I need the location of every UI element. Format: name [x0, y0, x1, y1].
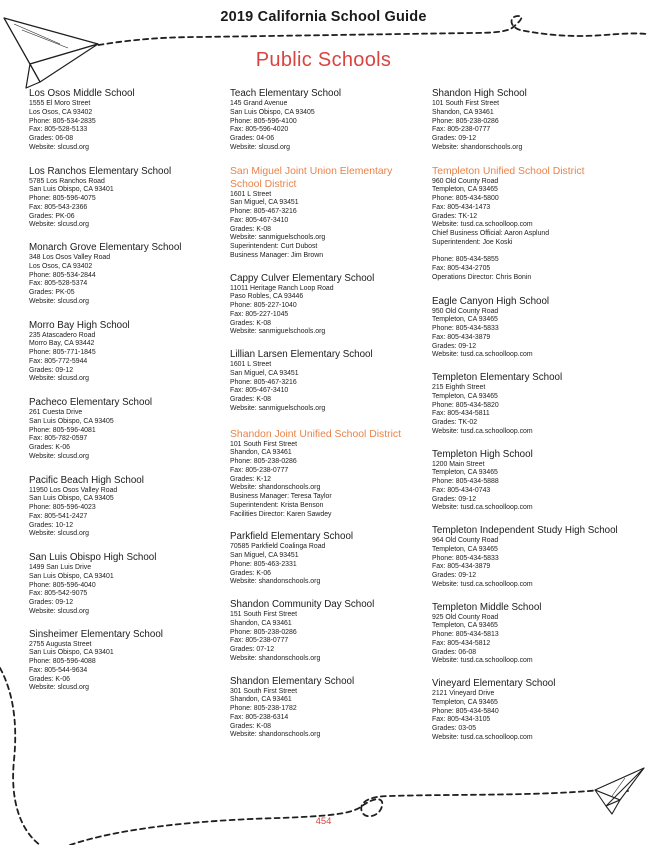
- phone-line: Phone: 805-596-4100: [230, 117, 297, 125]
- website-line: Website: shandonschools.org: [230, 578, 321, 586]
- school-name: Morro Bay High School: [29, 319, 130, 331]
- address-line: 1555 El Moro Street: [29, 100, 91, 107]
- fax-line: Fax: 805-543-2366: [29, 203, 88, 211]
- detail-line: Shandon, CA 93461: [432, 108, 494, 116]
- phone-line: Phone: 805-771-1845: [29, 349, 96, 356]
- phone-line: Phone: 805-434-5888: [432, 478, 499, 485]
- website-line: Website: tusd.ca.schoolloop.com: [432, 733, 533, 741]
- phone-line: Phone: 805-434-5800: [432, 195, 499, 202]
- address-line: 151 South First Street: [230, 611, 298, 618]
- grades-line: Grades: K-06: [29, 444, 70, 451]
- address-line: 950 Old County Road: [432, 307, 499, 315]
- detail-line: San Luis Obispo, CA 93401: [29, 649, 114, 657]
- address-line: 925 Old County Road: [432, 613, 499, 621]
- detail-line: Los Osos, CA 93402: [29, 262, 93, 270]
- phone-line: Phone: 805-463-2331: [230, 560, 297, 568]
- school-name: Templeton Middle School: [432, 601, 542, 613]
- phone-line: Phone: 805-434-5820: [432, 401, 499, 409]
- phone-line: Phone: 805-534-2844: [29, 271, 96, 279]
- fax-line: Fax: 805-238-0777: [230, 466, 289, 474]
- school-name: Lillian Larsen Elementary School: [230, 349, 373, 360]
- website-line: Website: slcusd.org: [29, 530, 90, 538]
- phone-line: Phone: 805-467-3216: [230, 208, 297, 215]
- school-name: Shandon Community Day School: [230, 599, 375, 610]
- fax-line: Fax: 805-238-6314: [230, 713, 289, 721]
- website-line: Website: slcusd.org: [29, 684, 90, 692]
- website-line: Website: tusd.ca.schoolloop.com: [432, 657, 533, 665]
- school-name: Teach Elementary School: [230, 88, 342, 99]
- website-line: Website: slcusd.org: [29, 452, 90, 460]
- grades-line: Grades: 09-12: [432, 572, 477, 579]
- address-line: 11950 Los Osos Valley Road: [29, 486, 118, 494]
- detail-line: San Luis Obispo, CA 93401: [29, 572, 114, 580]
- detail-line: Superintendent: Krista Benson: [230, 501, 324, 509]
- address-line: 101 South First Street: [230, 440, 298, 448]
- fax-line: Fax: 805-434-3879: [432, 333, 491, 341]
- grades-line: Grades: 09-12: [432, 135, 477, 142]
- phone-line: Phone: 805-238-0286: [432, 117, 499, 125]
- district-name: San Miguel Joint Union Elementary School District: [230, 165, 393, 190]
- school-name: Shandon High School: [432, 88, 527, 99]
- grades-line: Grades: PK-06: [29, 212, 75, 220]
- fax-line: Fax: 805-467-3410: [230, 387, 289, 395]
- website-line: Website: tusd.ca.schoolloop.com: [432, 580, 533, 588]
- website-line: Website: sanmiguelschools.org: [230, 404, 326, 412]
- grades-line: Grades: 06-08: [432, 648, 477, 656]
- fax-line: Fax: 805-528-5133: [29, 126, 88, 134]
- school-entry: [29, 166, 219, 231]
- fax-line: Fax: 805-541-2427: [29, 512, 88, 520]
- school-name: Sinsheimer Elementary School: [29, 628, 163, 640]
- website-line: Website: slcusd.org: [29, 375, 90, 383]
- fax-line: Fax: 805-434-2705: [432, 265, 491, 272]
- phone-line: Phone: 805-238-1782: [230, 705, 297, 712]
- school-entry: [29, 320, 219, 385]
- grades-line: Grades: K-06: [29, 675, 70, 683]
- website-line: Website: slcusd.org: [29, 297, 90, 305]
- grades-line: Grades: 09-12: [432, 495, 477, 503]
- detail-line: Chief Business Official: Aaron Asplund: [432, 230, 550, 237]
- website-line: Website: shandonschools.org: [230, 654, 321, 662]
- school-entry: [432, 525, 624, 590]
- website-line: Website: tusd.ca.schoolloop.com: [432, 504, 533, 512]
- grades-line: Grades: 09-12: [432, 342, 477, 350]
- grades-line: Grades: 03-05: [432, 725, 477, 732]
- detail-line: Superintendent: Curt Dubost: [230, 243, 318, 250]
- fax-line: Fax: 805-772-5944: [29, 357, 88, 365]
- website-line: Website: slcusd.org: [29, 607, 90, 615]
- grades-line: Grades: K-08: [230, 396, 271, 403]
- school-entry: [432, 602, 624, 667]
- directory-column-3: [432, 88, 624, 743]
- school-name: Shandon Elementary School: [230, 675, 355, 687]
- school-name: Parkfield Elementary School: [230, 531, 354, 543]
- detail-line: San Luis Obispo, CA 93405: [29, 495, 114, 503]
- phone-line: Phone: 805-434-5833: [432, 554, 499, 562]
- grades-line: Grades: K-06: [230, 569, 271, 577]
- address-line: 70585 Parkfield Coalinga Road: [230, 543, 326, 551]
- school-entry: [432, 296, 624, 361]
- address-line: 960 Old County Road: [432, 177, 499, 185]
- fax-line: Fax: 805-434-5812: [432, 639, 491, 647]
- phone-line: Phone: 805-596-4088: [29, 658, 96, 665]
- detail-line: San Miguel, CA 93451: [230, 369, 299, 377]
- phone-line: Phone: 805-596-4075: [29, 195, 96, 202]
- grades-line: Grades: TK-02: [432, 419, 478, 426]
- school-name: Monarch Grove Elementary School: [29, 242, 182, 253]
- detail-line: Superintendent: Joe Koski: [432, 238, 513, 246]
- school-name: Templeton Elementary School: [432, 372, 563, 383]
- directory-column-2: [230, 88, 426, 740]
- school-entry: [29, 552, 219, 617]
- detail-line: Paso Robles, CA 93446: [230, 293, 304, 301]
- grades-line: Grades: K-08: [230, 225, 271, 233]
- detail-line: San Miguel, CA 93451: [230, 199, 299, 207]
- page-number: 454: [315, 816, 332, 827]
- address-line: 1601 L Street: [230, 361, 272, 368]
- website-line: Website: slcusd.org: [29, 221, 90, 229]
- district-name: Templeton Unified School District: [432, 165, 585, 177]
- grades-line: Grades: TK-12: [432, 212, 478, 220]
- detail-line: Shandon, CA 93461: [230, 696, 292, 704]
- address-line: 11011 Heritage Ranch Loop Road: [230, 284, 334, 292]
- detail-line: Templeton, CA 93465: [432, 316, 498, 324]
- grades-line: Grades: PK-05: [29, 289, 75, 296]
- phone-line: Phone: 805-238-0286: [230, 628, 297, 636]
- guide-title: 2019 California School Guide: [220, 9, 427, 25]
- fax-line: Fax: 805-434-0743: [432, 486, 491, 494]
- fax-line: Fax: 805-528-5374: [29, 280, 88, 288]
- phone-line: Phone: 805-434-5855: [432, 256, 499, 264]
- school-name: Eagle Canyon High School: [432, 295, 550, 307]
- school-name: Los Osos Middle School: [29, 88, 135, 99]
- address-line: 145 Grand Avenue: [230, 100, 288, 107]
- grades-line: Grades: K-08: [230, 319, 271, 327]
- fax-line: Fax: 805-596-4020: [230, 126, 289, 134]
- detail-line: Los Osos, CA 93402: [29, 108, 93, 116]
- school-entry: [29, 242, 219, 307]
- address-line: 1200 Main Street: [432, 460, 485, 468]
- fax-line: Fax: 805-467-3410: [230, 216, 289, 224]
- website-line: Website: slcusd.org: [29, 143, 90, 151]
- detail-line: Morro Bay, CA 93442: [29, 340, 95, 348]
- fax-line: Fax: 805-227-1045: [230, 310, 289, 318]
- fax-line: Fax: 805-434-1473: [432, 203, 491, 211]
- school-entry: [432, 372, 624, 437]
- directory-column-1: [29, 88, 219, 693]
- grades-line: Grades: 06-08: [29, 135, 74, 142]
- grades-line: Grades: K-08: [230, 722, 271, 730]
- phone-line: Phone: 805-434-5840: [432, 707, 499, 715]
- detail-line: San Miguel, CA 93451: [230, 552, 299, 559]
- school-name: Los Ranchos Elementary School: [29, 165, 172, 177]
- school-entry: [29, 629, 219, 694]
- school-entry: [230, 273, 426, 338]
- phone-line: Phone: 805-534-2835: [29, 117, 96, 125]
- address-line: 964 Old County Road: [432, 537, 499, 544]
- detail-line: Business Manager: Jim Brown: [230, 251, 324, 259]
- detail-line: Templeton, CA 93465: [432, 392, 498, 400]
- spacer-line: [432, 248, 624, 257]
- phone-line: Phone: 805-467-3216: [230, 378, 297, 386]
- address-line: 101 South First Street: [432, 100, 500, 107]
- section-title: Public Schools: [255, 49, 392, 71]
- website-line: Website: tusd.ca.schoolloop.com: [432, 427, 533, 435]
- school-entry: [230, 599, 426, 664]
- address-line: 215 Eighth Street: [432, 384, 486, 391]
- address-line: 2755 Augusta Street: [29, 640, 92, 648]
- fax-line: Fax: 805-782-0597: [29, 435, 88, 443]
- website-line: Website: tusd.ca.schoolloop.com: [432, 351, 533, 359]
- address-line: 1499 San Luis Drive: [29, 564, 92, 571]
- detail-line: Facilities Director: Karen Sawdey: [230, 510, 332, 518]
- website-line: Website: shandonschools.org: [230, 484, 321, 492]
- fax-line: Fax: 805-238-0777: [432, 126, 491, 134]
- address-line: 348 Los Osos Valley Road: [29, 254, 111, 261]
- phone-line: Phone: 805-434-5833: [432, 325, 499, 332]
- fax-line: Fax: 805-238-0777: [230, 637, 289, 645]
- detail-line: Shandon, CA 93461: [230, 449, 292, 457]
- school-entry: [29, 88, 219, 153]
- detail-line: Templeton, CA 93465: [432, 186, 498, 194]
- address-line: 5785 Los Ranchos Road: [29, 177, 105, 185]
- phone-line: Phone: 805-238-0286: [230, 458, 297, 465]
- fax-line: Fax: 805-544-9634: [29, 666, 88, 674]
- school-name: Cappy Culver Elementary School: [230, 272, 375, 284]
- school-entry: [230, 676, 426, 741]
- phone-line: Phone: 805-227-1040: [230, 302, 297, 309]
- school-name: Templeton High School: [432, 448, 533, 460]
- grades-line: Grades: 04-06: [230, 135, 275, 142]
- detail-line: San Luis Obispo, CA 93405: [29, 417, 114, 425]
- school-entry: [29, 475, 219, 540]
- district-entry: [230, 165, 426, 261]
- phone-line: Phone: 805-434-5813: [432, 631, 499, 638]
- detail-line: Templeton, CA 93465: [432, 545, 498, 553]
- website-line: Website: slcusd.org: [230, 143, 291, 151]
- phone-line: Phone: 805-596-4081: [29, 426, 96, 434]
- address-line: 301 South First Street: [230, 687, 298, 695]
- address-line: 235 Atascadero Road: [29, 331, 96, 339]
- school-name: Templeton Independent Study High School: [432, 525, 618, 536]
- detail-line: Operations Director: Chris Bonin: [432, 273, 532, 281]
- school-entry: [230, 531, 426, 587]
- school-entry: [432, 88, 624, 153]
- detail-line: Templeton, CA 93465: [432, 469, 498, 477]
- website-line: Website: shandonschools.org: [230, 731, 321, 739]
- school-entry: [230, 88, 426, 153]
- fax-line: Fax: 805-434-3105: [432, 716, 491, 724]
- school-name: Pacific Beach High School: [29, 474, 144, 486]
- district-name: Shandon Joint Unified School District: [230, 428, 401, 440]
- grades-line: Grades: 09-12: [29, 599, 74, 606]
- school-entry: [432, 449, 624, 514]
- phone-line: Phone: 805-596-4040: [29, 581, 96, 589]
- grades-line: Grades: 09-12: [29, 366, 74, 374]
- district-entry: [230, 428, 426, 520]
- website-line: Website: sanmiguelschools.org: [230, 234, 326, 242]
- detail-line: San Luis Obispo, CA 93405: [230, 108, 315, 116]
- district-entry: [432, 165, 624, 283]
- detail-line: Templeton, CA 93465: [432, 698, 498, 706]
- grades-line: Grades: 10-12: [29, 521, 74, 529]
- address-line: 261 Cuesta Drive: [29, 409, 83, 416]
- detail-line: San Luis Obispo, CA 93401: [29, 186, 114, 194]
- address-line: 2121 Vineyard Drive: [432, 690, 495, 697]
- fax-line: Fax: 805-542-9075: [29, 590, 88, 598]
- paper-airplane-icon: [595, 768, 644, 814]
- website-line: Website: sanmiguelschools.org: [230, 328, 326, 336]
- website-line: Website: shandonschools.org: [432, 143, 523, 151]
- grades-line: Grades: 07-12: [230, 646, 275, 653]
- address-line: 1601 L Street: [230, 190, 272, 198]
- website-line: Website: tusd.ca.schoolloop.com: [432, 221, 533, 229]
- fax-line: Fax: 805-434-5811: [432, 410, 490, 418]
- school-name: Pacheco Elementary School: [29, 397, 153, 408]
- school-name: San Luis Obispo High School: [29, 552, 157, 563]
- phone-line: Phone: 805-596-4023: [29, 504, 96, 511]
- school-entry: [29, 397, 219, 462]
- school-name: Vineyard Elementary School: [432, 678, 556, 689]
- grades-line: Grades: K-12: [230, 475, 271, 483]
- school-entry: [432, 678, 624, 743]
- fax-line: Fax: 805-434-3879: [432, 563, 491, 571]
- detail-line: Templeton, CA 93465: [432, 622, 498, 630]
- detail-line: Shandon, CA 93461: [230, 619, 292, 627]
- detail-line: Business Manager: Teresa Taylor: [230, 493, 332, 500]
- school-entry: [230, 349, 426, 414]
